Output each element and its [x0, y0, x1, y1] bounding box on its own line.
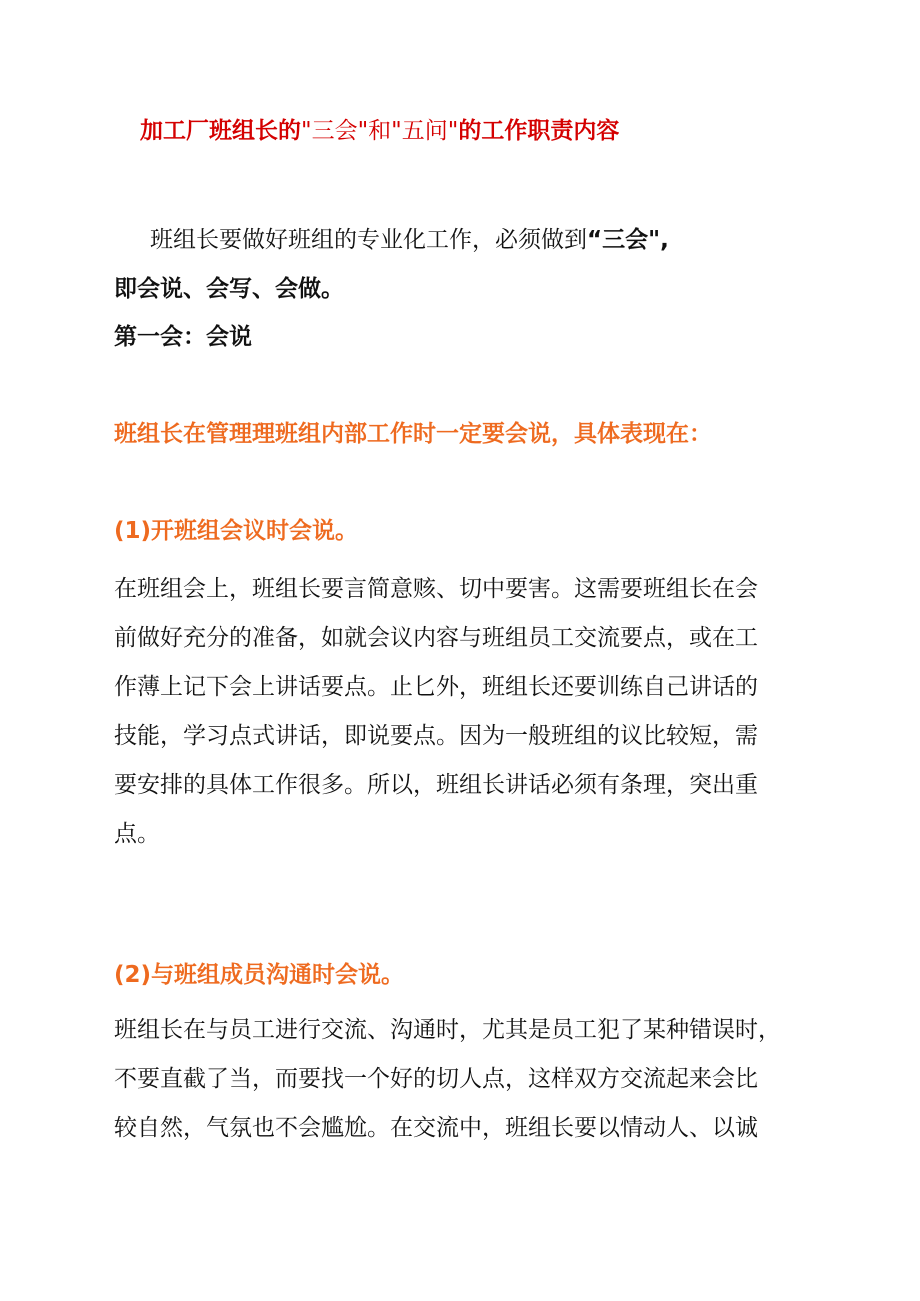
item-1-line: 技能，学习点式讲话，即说要点。因为一般班组的议比较短，需	[114, 723, 758, 749]
item-1-line: 前做好充分的准备，如就会议内容与班组员工交流要点，或在工	[114, 625, 758, 651]
item-1-line: 作薄上记下会上讲话要点。止匕外，班组长还要训练自己讲话的	[114, 674, 758, 700]
intro-text: 班组长要做好班组的专业化工作，必须做到	[150, 227, 587, 253]
item-1-line: 点。	[114, 821, 160, 847]
item-1-line: 在班组会上，班组长要言简意赅、切中要害。这需要班组长在会	[114, 576, 758, 602]
item-1-paragraph	[114, 565, 804, 859]
section-1-subheading: 班组长在管理理班组内部工作时一定要会说，具体表现在：	[114, 421, 712, 447]
document-title	[140, 114, 619, 148]
item-2-line: 班组长在与员工进行交流、沟通时，尤其是员工犯了某种错误时，	[114, 1017, 781, 1043]
intro-line-1	[150, 223, 669, 257]
item-2-line: 不要直截了当，而要找一个好的切人点，这样双方交流起来会比	[114, 1066, 758, 1092]
item-2-line: 较自然，气氛也不会尴尬。在交流中，班组长要以情动人、以诚	[114, 1115, 758, 1141]
item-1-line: 要安排的具体工作很多。所以，班组长讲话必须有条理，突出重	[114, 772, 758, 798]
item-1-heading: (1)开班组会议时会说。	[114, 518, 359, 544]
title-part-3: 的工作职责内容	[458, 118, 620, 144]
title-part-1: 加工厂班组长的	[140, 118, 301, 144]
section-1-heading: 第一会：会说	[114, 324, 252, 350]
title-part-2: "三会"和"五问"	[301, 118, 459, 144]
item-2-heading: (2)与班组成员沟通时会说。	[114, 962, 405, 988]
item-2-paragraph	[114, 1006, 804, 1153]
intro-line-2: 即会说、会写、会做。	[114, 276, 344, 302]
intro-emphasis: “三会",	[587, 227, 669, 253]
